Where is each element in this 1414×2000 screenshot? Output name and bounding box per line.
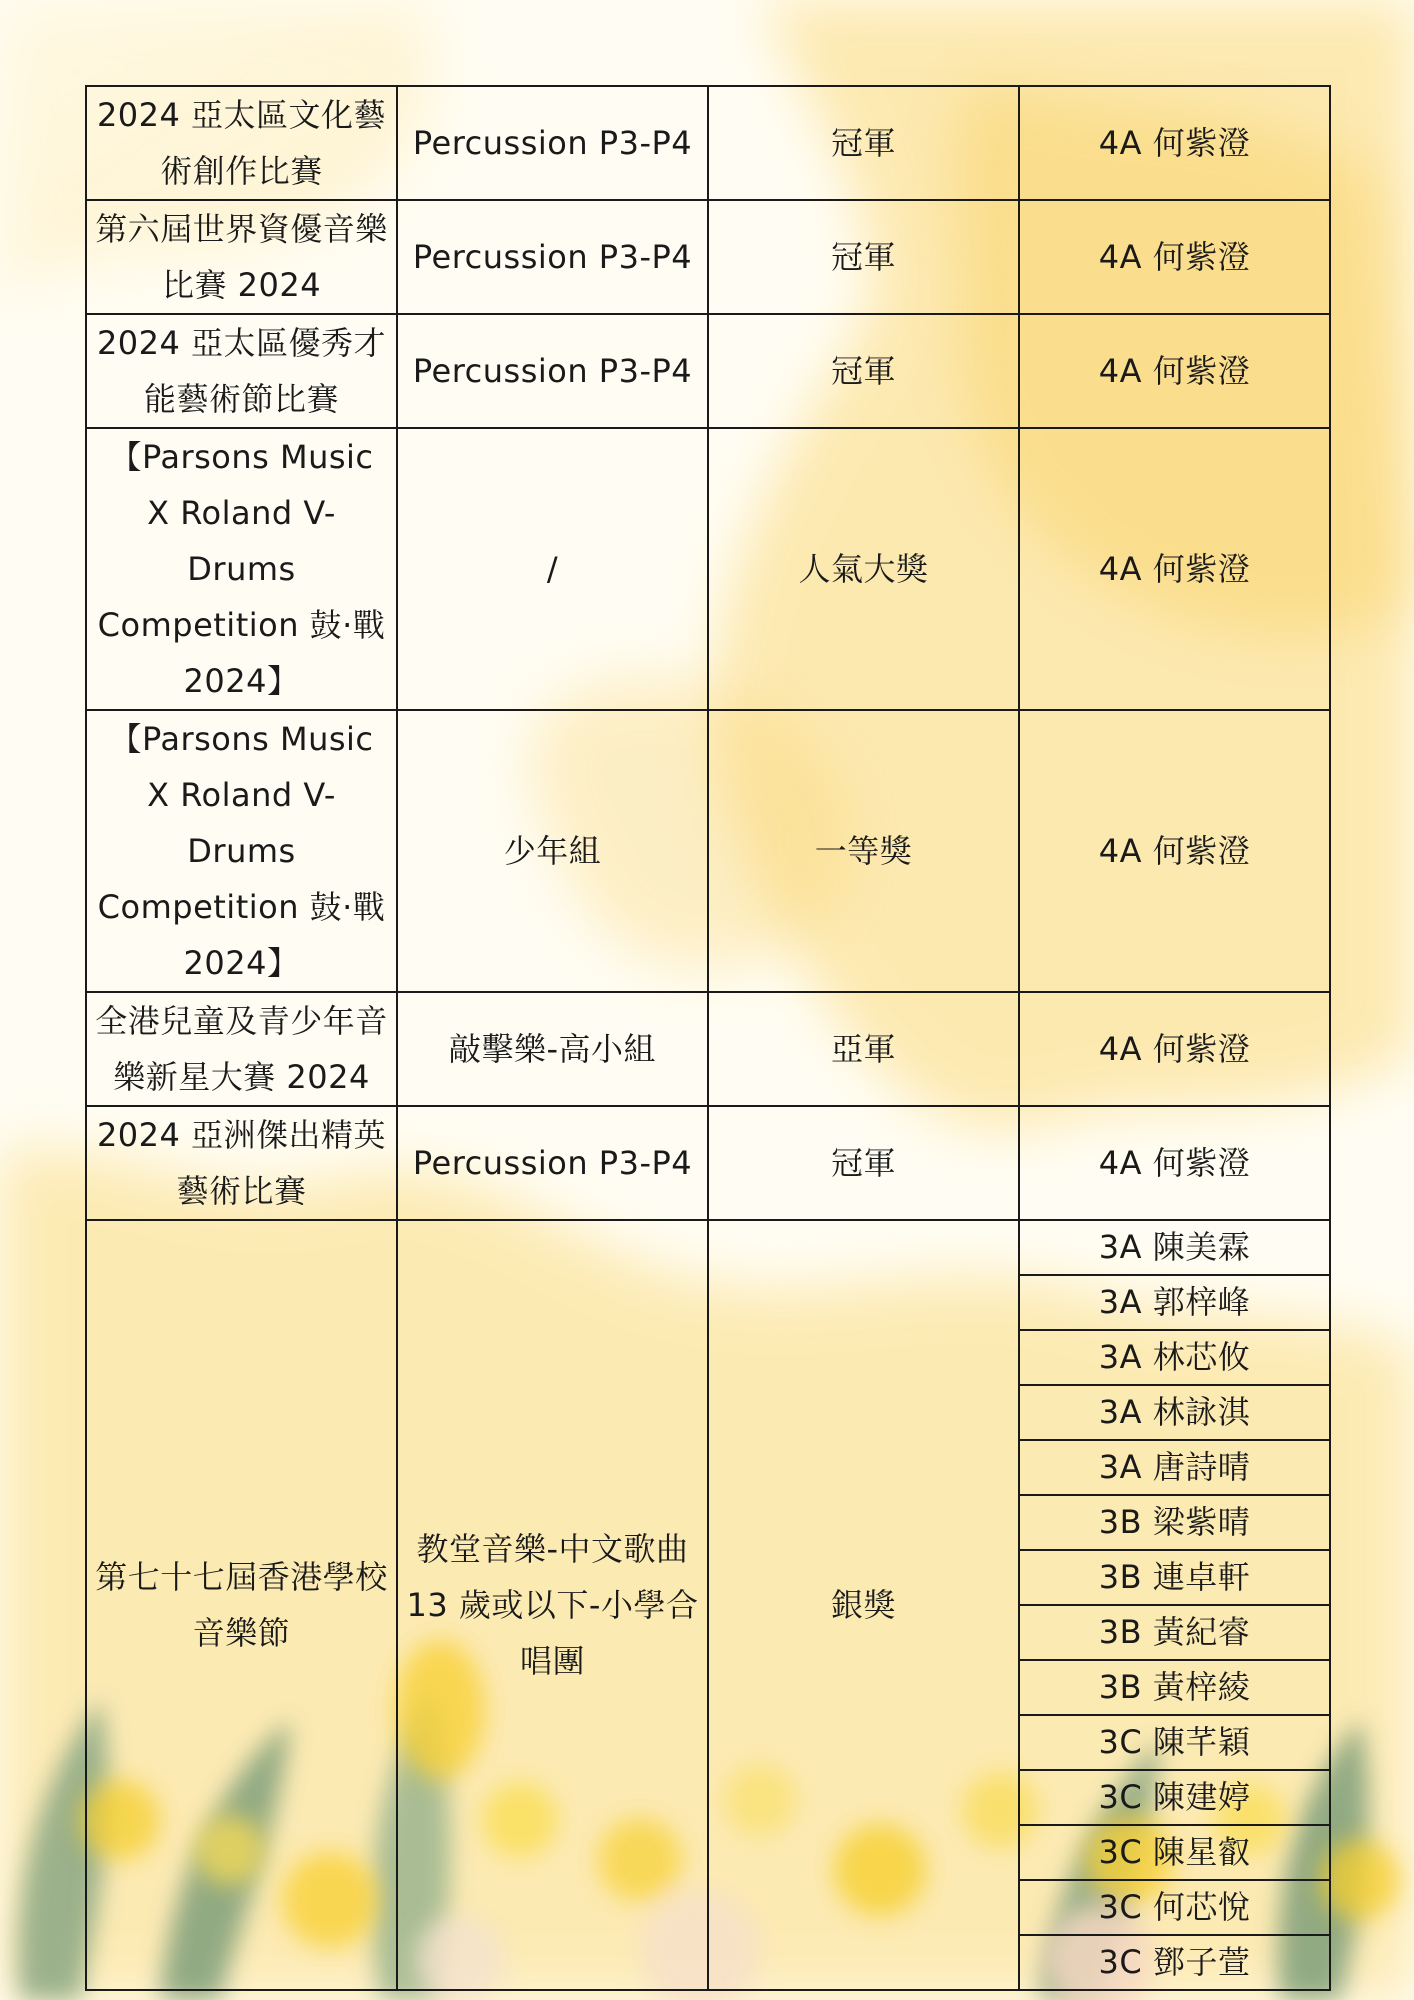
- award-cell: 一等獎: [708, 710, 1019, 992]
- choir-member-name: 3C 陳芊穎: [1098, 1723, 1251, 1761]
- category-cell: Percussion P3-P4: [397, 314, 708, 428]
- award-cell: 冠軍: [708, 200, 1019, 314]
- choir-member-cell: [1019, 1440, 1330, 1495]
- winner-cell: 4A 何紫澄: [1019, 200, 1330, 314]
- choir-member-cell: [1019, 1275, 1330, 1330]
- awards-table-container: [85, 85, 1329, 1991]
- choir-member-cell: [1019, 1715, 1330, 1770]
- category-cell: /: [397, 428, 708, 710]
- choir-member-name: 3B 連卓軒: [1098, 1558, 1251, 1596]
- choir-row: [86, 1220, 1330, 1275]
- choir-member-name: 3A 郭梓峰: [1098, 1283, 1251, 1321]
- table-row: [86, 86, 1330, 200]
- choir-member-name: 3A 唐詩晴: [1098, 1448, 1251, 1486]
- table-row: [86, 1106, 1330, 1220]
- award-cell: 人氣大獎: [708, 428, 1019, 710]
- choir-member-name: 3C 陳星叡: [1098, 1833, 1251, 1871]
- choir-member-cell: [1019, 1330, 1330, 1385]
- choir-member-cell: [1019, 1660, 1330, 1715]
- choir-member-cell: [1019, 1550, 1330, 1605]
- choir-competition-cell: 第七十七屆香港學校音樂節: [86, 1220, 397, 1990]
- category-cell: 敲擊樂-高小組: [397, 992, 708, 1106]
- award-cell: 冠軍: [708, 314, 1019, 428]
- winner-cell: 4A 何紫澄: [1019, 428, 1330, 710]
- category-cell: Percussion P3-P4: [397, 1106, 708, 1220]
- choir-member-cell: [1019, 1385, 1330, 1440]
- choir-member-name: 3B 黃紀睿: [1098, 1613, 1251, 1651]
- table-row: [86, 314, 1330, 428]
- choir-member-cell: [1019, 1605, 1330, 1660]
- competition-cell: 第六屆世界資優音樂比賽 2024: [86, 200, 397, 314]
- winner-cell: 4A 何紫澄: [1019, 1106, 1330, 1220]
- table-row: [86, 200, 1330, 314]
- choir-member-cell: [1019, 1220, 1330, 1275]
- winner-cell: 4A 何紫澄: [1019, 992, 1330, 1106]
- choir-member-name: 3C 何芯悅: [1098, 1888, 1251, 1926]
- competition-cell: 2024 亞太區文化藝術創作比賽: [86, 86, 397, 200]
- winner-cell: 4A 何紫澄: [1019, 86, 1330, 200]
- competition-cell: 全港兒童及青少年音樂新星大賽 2024: [86, 992, 397, 1106]
- category-cell: 少年組: [397, 710, 708, 992]
- awards-table: [85, 85, 1331, 1991]
- table-row: [86, 992, 1330, 1106]
- award-cell: 冠軍: [708, 86, 1019, 200]
- choir-member-name: 3A 陳美霖: [1098, 1228, 1251, 1266]
- competition-cell: 【Parsons Music X Roland V-Drums Competition 鼓·戰 2024】: [86, 710, 397, 992]
- award-cell: 亞軍: [708, 992, 1019, 1106]
- choir-member-cell: [1019, 1825, 1330, 1880]
- competition-cell: 2024 亞太區優秀才能藝術節比賽: [86, 314, 397, 428]
- choir-member-name: 3B 梁紫晴: [1098, 1503, 1251, 1541]
- award-cell: 冠軍: [708, 1106, 1019, 1220]
- choir-member-cell: [1019, 1770, 1330, 1825]
- winner-cell: 4A 何紫澄: [1019, 314, 1330, 428]
- competition-cell: 【Parsons Music X Roland V-Drums Competition 鼓·戰 2024】: [86, 428, 397, 710]
- choir-member-cell: [1019, 1495, 1330, 1550]
- choir-member-cell: [1019, 1880, 1330, 1935]
- table-row: [86, 428, 1330, 710]
- choir-member-name: 3A 林詠淇: [1098, 1393, 1251, 1431]
- category-cell: Percussion P3-P4: [397, 86, 708, 200]
- competition-cell: 2024 亞洲傑出精英藝術比賽: [86, 1106, 397, 1220]
- choir-member-cell: [1019, 1935, 1330, 1990]
- table-row: [86, 710, 1330, 992]
- choir-member-name: 3B 黃梓綾: [1098, 1668, 1251, 1706]
- choir-member-name: 3A 林芯攸: [1098, 1338, 1251, 1376]
- category-cell: Percussion P3-P4: [397, 200, 708, 314]
- choir-award-cell: 銀獎: [708, 1220, 1019, 1990]
- choir-member-name: 3C 陳建婷: [1098, 1778, 1251, 1816]
- winner-cell: 4A 何紫澄: [1019, 710, 1330, 992]
- choir-member-name: 3C 鄧子萱: [1098, 1943, 1251, 1981]
- choir-category-cell: 教堂音樂-中文歌曲 13 歲或以下-小學合唱團: [397, 1220, 708, 1990]
